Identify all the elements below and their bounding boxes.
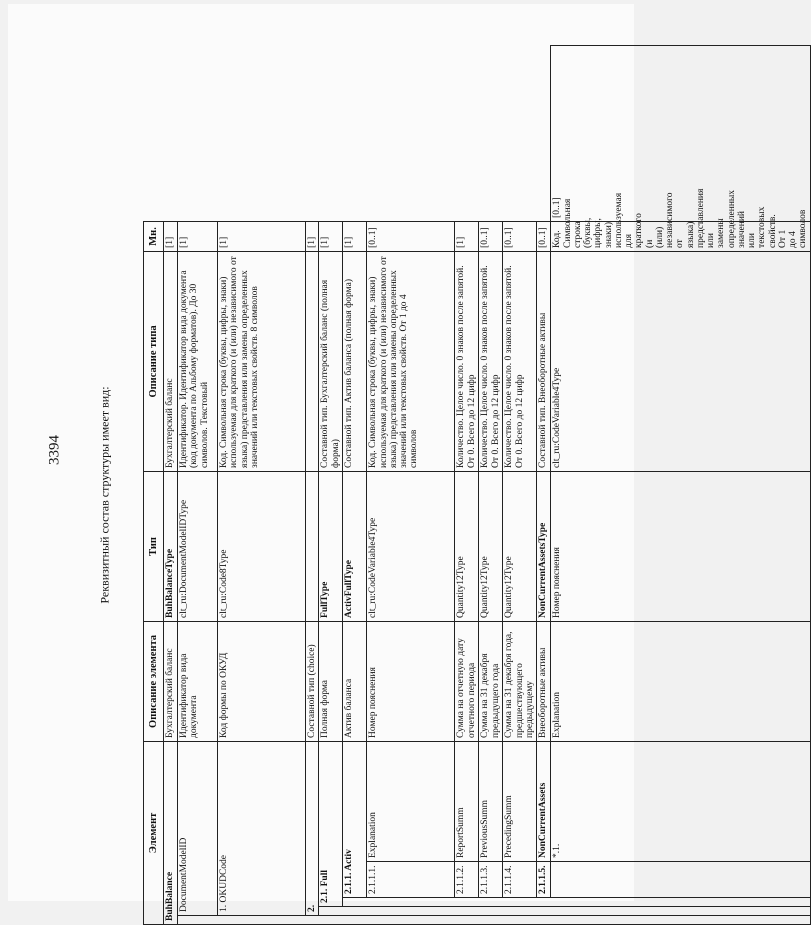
type-name: ActivFullType [343, 471, 367, 621]
page-number: 3394 [46, 435, 63, 465]
structure-table [143, 45, 811, 925]
header-row [144, 46, 164, 925]
type-name: Quantity12Type [503, 471, 537, 621]
element-name: PrecedingSumm [503, 741, 537, 861]
col-header-type-desc: Описание типа [144, 251, 164, 471]
element-name-text: Activ [344, 849, 355, 871]
type-name: clt_ru:CodeVariable4Type [551, 251, 810, 471]
element-description: Идентификатор вида документа [178, 621, 218, 741]
element-name-text: OKUDCode [219, 855, 229, 903]
element-description: Составной тип (choice) [306, 621, 319, 741]
type-name [306, 471, 319, 621]
element-description: Полная форма [319, 621, 343, 741]
row-number: 2.1.1. [344, 872, 355, 894]
element-description: Внеоборотные активы [537, 621, 551, 741]
row-number: 2. [306, 741, 319, 915]
table-row [343, 46, 367, 925]
col-header-type: Тип [144, 471, 164, 621]
type-description [306, 251, 319, 471]
row-number: 2.1.1.2. [455, 862, 479, 898]
element-name: BuhBalance [164, 741, 178, 924]
element-description: Сумма на отчетную дату отчетного периода [455, 621, 479, 741]
col-header-element: Элемент [144, 741, 164, 924]
element-name [343, 741, 367, 897]
type-name: BuhBalanceType [164, 471, 178, 621]
element-name: Explanation [367, 741, 455, 861]
table-row [178, 46, 218, 925]
multiplicity: [1] [164, 221, 178, 251]
multiplicity: [1] [455, 221, 479, 251]
row-number: 2.1.1.3. [479, 862, 503, 898]
multiplicity: [1] [306, 221, 319, 251]
table-row [218, 46, 306, 925]
indent-cell [319, 907, 810, 916]
table-row [164, 46, 178, 925]
type-description: Составной тип. Бухгалтерский баланс (полная форма) [319, 251, 343, 471]
element-name: Explanation [551, 621, 810, 741]
multiplicity: [1] [218, 221, 306, 251]
type-name: clt_ru:Code8Type [218, 471, 306, 621]
element-name: PreviousSumm [479, 741, 503, 861]
type-description: Код. Символьная строка (буквы, цифры, знаки) используемая для краткого (и (или) независимого от языка) представления или замены определенных значений или текстовых свойств. 8 символов [218, 251, 306, 471]
type-description: Составной тип. Внеоборотные активы [537, 251, 551, 471]
type-description: Количество. Целое число. 0 знаков после запятой. От 0. Всего до 12 цифр [455, 251, 479, 471]
table-row [551, 46, 810, 925]
type-name: clt_ru:CodeVariable4Type [367, 471, 455, 621]
table-row [455, 46, 479, 925]
element-description: Бухгалтерский баланс [164, 621, 178, 741]
element-description: Актив баланса [343, 621, 367, 741]
element-name: ReportSumm [455, 741, 479, 861]
row-number: 1. [219, 904, 229, 912]
table-row [479, 46, 503, 925]
row-number: 2.1.1.1. [367, 862, 455, 898]
table-row [537, 46, 551, 925]
row-number: 2.1. [320, 888, 331, 903]
multiplicity: [0..1] [537, 221, 551, 251]
table-row [306, 46, 319, 925]
structure-table-container [143, 45, 809, 925]
type-name: Quantity12Type [479, 471, 503, 621]
multiplicity: [0..1] [551, 46, 810, 222]
intro-text: Реквизитный состав структуры имеет вид: [97, 386, 112, 604]
multiplicity: [1] [178, 221, 218, 251]
table-row [319, 46, 343, 925]
type-description: Код. Символьная строка (буквы, цифры, знаки) используемая для краткого (и (или) независимого от языка) представления или замены определенных значений или текстовых свойств. От 1 до 4 символов [367, 251, 455, 471]
type-name: Quantity12Type [455, 471, 479, 621]
col-header-element-desc: Описание элемента [144, 621, 164, 741]
col-header-multiplicity: Мн. [144, 221, 164, 251]
type-description: Количество. Целое число. 0 знаков после запятой. От 0. Всего до 12 цифр [503, 251, 537, 471]
type-description: Код. Символьная строка (буквы, цифры, знаки) используемая для краткого (и (или) независимого от языка) представления или замены определенных значений или текстовых свойств. От 1 до 4 символов [551, 221, 810, 251]
element-name [319, 741, 343, 906]
indent-cell [551, 862, 810, 898]
multiplicity: [1] [343, 221, 367, 251]
type-name: NonCurrentAssetsType [537, 471, 551, 621]
type-description: Бухгалтерский баланс [164, 251, 178, 471]
multiplicity: [0..1] [503, 221, 537, 251]
element-description: Код формы по ОКУД [218, 621, 306, 741]
element-description: Номер пояснения [551, 471, 810, 621]
multiplicity: [1] [319, 221, 343, 251]
element-name: DocumentModelID [178, 741, 218, 915]
row-number: *.1. [551, 741, 810, 861]
element-description: Сумма на 31 декабря предыдущего года [479, 621, 503, 741]
type-name: clt_ru:DocumentModelIDType [178, 471, 218, 621]
multiplicity: [0..1] [367, 221, 455, 251]
row-number: 2.1.1.4. [503, 862, 537, 898]
indent-cell [343, 898, 810, 907]
multiplicity: [0..1] [479, 221, 503, 251]
type-name: FullType [319, 471, 343, 621]
table-row [503, 46, 537, 925]
element-name-text: Full [320, 870, 331, 887]
table-row [367, 46, 455, 925]
row-number: 2.1.1.5. [537, 862, 551, 898]
element-description: Сумма на 31 декабря года, предшествующего предыдущему [503, 621, 537, 741]
element-description: Номер пояснения [367, 621, 455, 741]
element-name [218, 741, 306, 915]
indent-cell [178, 916, 811, 925]
type-description: Идентификатор. Идентификатор вида документа (код документа по Альбому форматов). До 30 символов. Текстовый [178, 251, 218, 471]
element-name: NonCurrentAssets [537, 741, 551, 861]
type-description: Количество. Целое число. 0 знаков после запятой. От 0. Всего до 12 цифр [479, 251, 503, 471]
type-description: Составной тип. Актив баланса (полная форма) [343, 251, 367, 471]
